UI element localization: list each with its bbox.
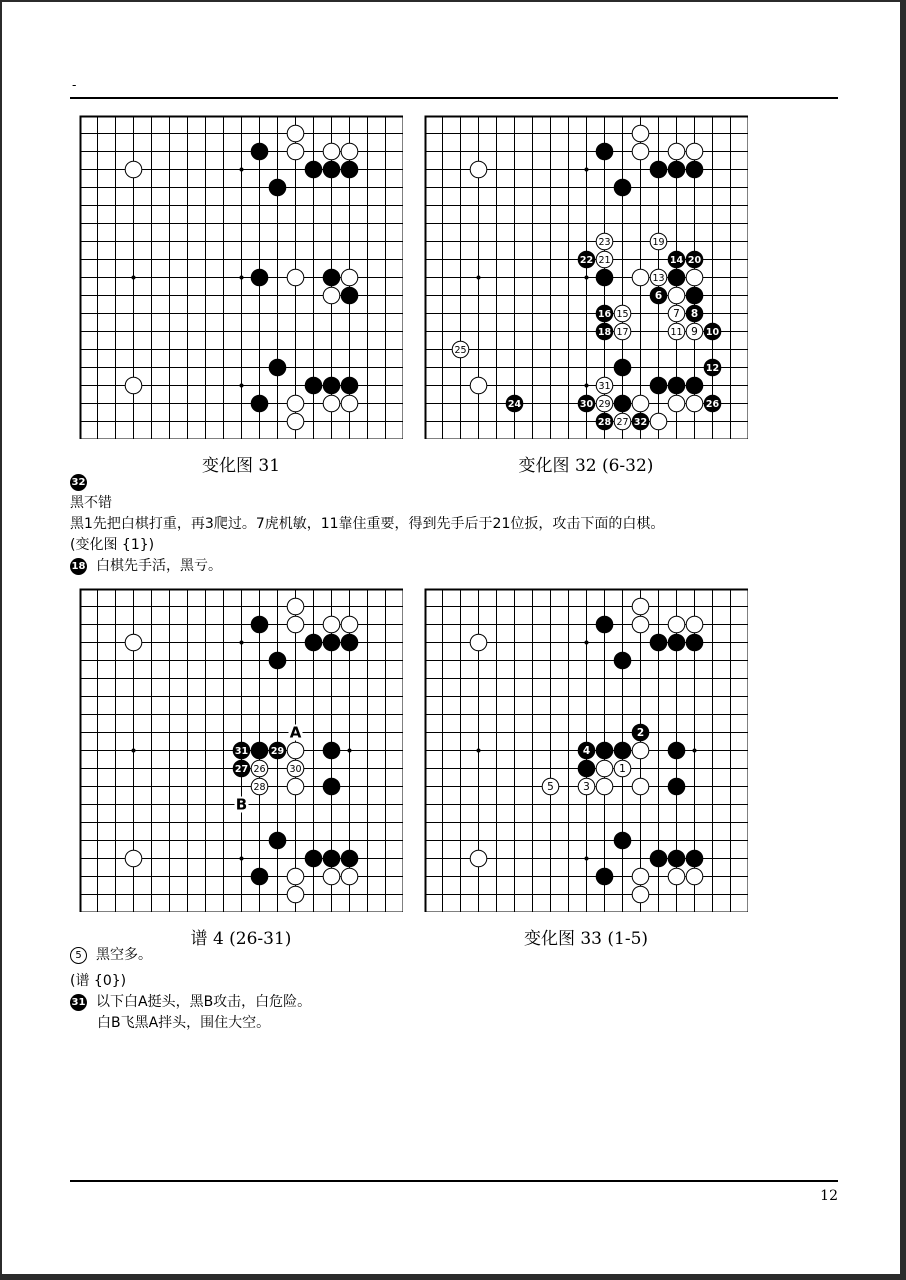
white-stone xyxy=(668,616,685,633)
black-stone xyxy=(323,742,340,759)
white-stone xyxy=(287,742,304,759)
black-stone xyxy=(341,377,358,394)
black-stone xyxy=(596,269,613,286)
white-stone xyxy=(125,850,142,867)
record-reference: (谱 {0}) xyxy=(70,973,127,989)
star-point xyxy=(585,168,589,172)
comment-note: 黑空多。 xyxy=(96,947,152,963)
star-point xyxy=(132,749,136,753)
black-stone xyxy=(251,395,268,412)
comment-line: 黑1先把白棋打重，再3爬过。7虎机敏，11靠住重要，得到先手后于21位扳，攻击下面的白棋。 xyxy=(70,516,665,532)
star-point xyxy=(240,276,244,280)
white-stone xyxy=(341,395,358,412)
white-stone xyxy=(287,886,304,903)
white-stone xyxy=(632,143,649,160)
point-label: B xyxy=(235,795,248,814)
black-stone xyxy=(668,634,685,651)
white-stone xyxy=(686,616,703,633)
white-stone xyxy=(470,634,487,651)
black-stone xyxy=(323,850,340,867)
move-number: 29 xyxy=(598,399,611,411)
move-badge-32: 32 xyxy=(70,474,87,491)
white-stone xyxy=(323,143,340,160)
black-stone xyxy=(614,742,631,759)
page-number: 12 xyxy=(820,1188,838,1204)
comment-title: 黑不错 xyxy=(70,495,112,511)
move-badge-5: 5 xyxy=(70,947,87,964)
black-stone xyxy=(686,161,703,178)
white-stone xyxy=(287,413,304,430)
white-stone xyxy=(287,125,304,142)
move-number: 13 xyxy=(652,273,665,285)
white-stone xyxy=(650,413,667,430)
black-stone xyxy=(269,179,286,196)
move-number: 31 xyxy=(234,746,249,758)
white-stone xyxy=(287,616,304,633)
move-badge-18: 18 xyxy=(70,558,87,575)
black-stone xyxy=(251,742,268,759)
black-stone xyxy=(251,143,268,160)
white-stone xyxy=(287,143,304,160)
move-number: 10 xyxy=(705,327,720,339)
black-stone xyxy=(668,269,685,286)
black-stone xyxy=(323,778,340,795)
black-stone xyxy=(596,742,613,759)
white-stone xyxy=(323,616,340,633)
diagram-33-caption: 变化图 33 (1-5) xyxy=(523,929,649,949)
page xyxy=(2,2,900,1274)
move-number: 16 xyxy=(597,309,612,321)
move-number: 2 xyxy=(636,727,645,740)
black-stone xyxy=(269,652,286,669)
black-stone xyxy=(614,359,631,376)
star-point xyxy=(585,641,589,645)
star-point xyxy=(240,641,244,645)
black-stone xyxy=(650,850,667,867)
black-stone xyxy=(650,377,667,394)
black-stone xyxy=(668,161,685,178)
black-stone xyxy=(305,377,322,394)
white-stone xyxy=(341,616,358,633)
black-stone xyxy=(341,287,358,304)
black-stone xyxy=(269,359,286,376)
black-stone xyxy=(686,377,703,394)
black-stone xyxy=(686,634,703,651)
move-number: 6 xyxy=(654,290,663,303)
white-stone xyxy=(632,778,649,795)
move-number: 26 xyxy=(253,764,266,776)
star-point xyxy=(585,384,589,388)
star-point xyxy=(585,276,589,280)
move-number: 29 xyxy=(270,746,285,758)
move-number: 25 xyxy=(454,345,467,357)
move-badge-31: 31 xyxy=(70,994,87,1011)
comment-note: 白棋先手活，黑亏。 xyxy=(96,558,222,574)
bottom-rule xyxy=(70,1180,838,1182)
black-stone xyxy=(305,850,322,867)
black-stone xyxy=(686,287,703,304)
diagram-reference: (变化图 {1}) xyxy=(70,537,155,553)
white-stone xyxy=(470,850,487,867)
black-stone xyxy=(596,143,613,160)
white-stone xyxy=(632,616,649,633)
star-point xyxy=(477,276,481,280)
move-number: 30 xyxy=(579,399,594,411)
move-number: 5 xyxy=(547,781,554,794)
move-number: 4 xyxy=(582,745,591,758)
comment-note-continued: 白B飞黑A拌头，围住大空。 xyxy=(97,1015,271,1031)
white-stone xyxy=(287,395,304,412)
black-stone xyxy=(251,616,268,633)
star-point xyxy=(240,384,244,388)
move-number: 7 xyxy=(673,308,680,321)
go-board-diagram-31 xyxy=(79,115,403,439)
white-stone xyxy=(632,395,649,412)
white-stone xyxy=(341,868,358,885)
move-number: 32 xyxy=(633,417,648,429)
black-stone xyxy=(650,634,667,651)
white-stone xyxy=(125,634,142,651)
top-rule xyxy=(70,97,838,99)
black-stone xyxy=(596,868,613,885)
move-number: 27 xyxy=(616,417,629,429)
black-stone xyxy=(614,179,631,196)
move-number: 11 xyxy=(670,327,683,339)
move-number: 3 xyxy=(583,781,590,794)
move-number: 24 xyxy=(507,399,522,411)
black-stone xyxy=(341,634,358,651)
white-stone xyxy=(125,161,142,178)
black-stone xyxy=(251,269,268,286)
white-stone xyxy=(341,143,358,160)
black-stone xyxy=(668,850,685,867)
black-stone xyxy=(614,395,631,412)
header-mark: - xyxy=(72,78,77,93)
move-number: 28 xyxy=(597,417,612,429)
white-stone xyxy=(686,269,703,286)
star-point xyxy=(240,168,244,172)
star-point xyxy=(348,749,352,753)
star-point xyxy=(240,857,244,861)
black-stone xyxy=(269,832,286,849)
comment-note: 以下白A挺头，黑B攻击，白危险。 xyxy=(96,994,312,1010)
white-stone xyxy=(323,287,340,304)
move-number: 22 xyxy=(579,255,594,267)
go-board-record-4 xyxy=(79,588,403,912)
black-stone xyxy=(578,760,595,777)
star-point xyxy=(477,749,481,753)
white-stone xyxy=(668,287,685,304)
black-stone xyxy=(323,269,340,286)
black-stone xyxy=(668,377,685,394)
white-stone xyxy=(287,269,304,286)
black-stone xyxy=(323,161,340,178)
white-stone xyxy=(125,377,142,394)
black-stone xyxy=(596,616,613,633)
white-stone xyxy=(632,742,649,759)
white-stone xyxy=(632,868,649,885)
black-stone xyxy=(305,161,322,178)
black-stone xyxy=(668,742,685,759)
star-point xyxy=(132,276,136,280)
white-stone xyxy=(287,778,304,795)
white-stone xyxy=(323,395,340,412)
move-number: 26 xyxy=(705,399,720,411)
star-point xyxy=(585,857,589,861)
go-board-diagram-33 xyxy=(424,588,748,912)
black-stone xyxy=(668,778,685,795)
move-number: 12 xyxy=(705,363,720,375)
move-number: 28 xyxy=(253,782,266,794)
white-stone xyxy=(668,868,685,885)
white-stone xyxy=(632,598,649,615)
white-stone xyxy=(686,143,703,160)
white-stone xyxy=(341,269,358,286)
comments-lower xyxy=(70,945,311,1034)
move-number: 20 xyxy=(687,255,702,267)
go-board-diagram-32 xyxy=(424,115,748,439)
move-number: 9 xyxy=(691,326,698,339)
move-number: 27 xyxy=(234,764,249,776)
black-stone xyxy=(614,832,631,849)
move-number: 30 xyxy=(289,764,302,776)
white-stone xyxy=(632,125,649,142)
move-number: 17 xyxy=(616,327,629,339)
record-4-caption: 谱 4 (26-31) xyxy=(190,929,292,949)
star-point xyxy=(693,749,697,753)
black-stone xyxy=(686,850,703,867)
white-stone xyxy=(596,760,613,777)
black-stone xyxy=(323,377,340,394)
white-stone xyxy=(287,868,304,885)
white-stone xyxy=(686,868,703,885)
move-number: 23 xyxy=(598,237,611,249)
move-number: 31 xyxy=(598,381,611,393)
comments-upper xyxy=(70,472,664,577)
black-stone xyxy=(650,161,667,178)
black-stone xyxy=(323,634,340,651)
black-stone xyxy=(305,634,322,651)
diagram-32-caption: 变化图 32 (6-32) xyxy=(518,456,654,476)
white-stone xyxy=(596,778,613,795)
move-number: 21 xyxy=(598,255,611,267)
diagram-31-caption: 变化图 31 xyxy=(201,456,281,476)
white-stone xyxy=(470,377,487,394)
white-stone xyxy=(470,161,487,178)
move-number: 15 xyxy=(616,309,629,321)
white-stone xyxy=(323,868,340,885)
white-stone xyxy=(668,395,685,412)
move-number: 8 xyxy=(690,308,699,321)
black-stone xyxy=(614,652,631,669)
move-number: 19 xyxy=(652,237,665,249)
move-number: 1 xyxy=(619,763,626,776)
black-stone xyxy=(251,868,268,885)
white-stone xyxy=(287,598,304,615)
white-stone xyxy=(686,395,703,412)
black-stone xyxy=(341,850,358,867)
white-stone xyxy=(632,269,649,286)
black-stone xyxy=(341,161,358,178)
white-stone xyxy=(632,886,649,903)
point-label: A xyxy=(289,723,302,742)
white-stone xyxy=(668,143,685,160)
move-number: 14 xyxy=(669,255,684,267)
move-number: 18 xyxy=(597,327,612,339)
